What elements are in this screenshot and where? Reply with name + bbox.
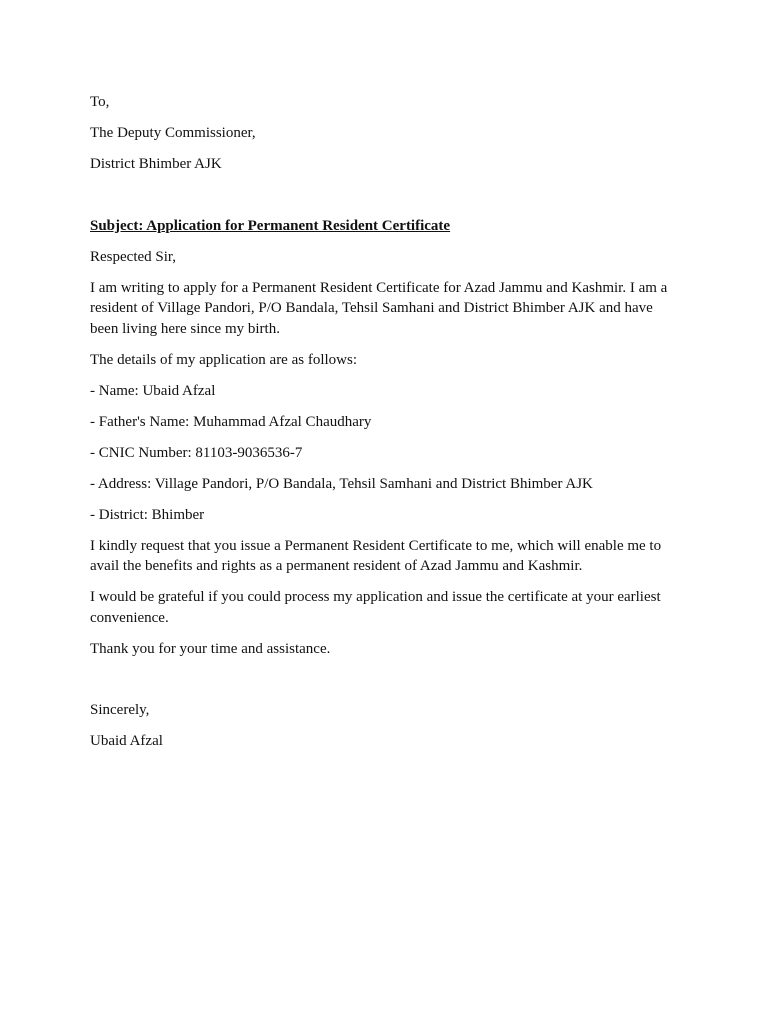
recipient-location: District Bhimber AJK	[90, 156, 222, 172]
closing: Sincerely,	[90, 702, 150, 718]
recipient-title: The Deputy Commissioner,	[90, 125, 256, 141]
letter-subject: Subject: Application for Permanent Resident Certificate	[90, 217, 451, 234]
letter-body	[90, 92, 680, 752]
signature-name: Ubaid Afzal	[90, 733, 163, 749]
detail-item-district: - District: Bhimber	[90, 506, 205, 523]
thanks-line: Thank you for your time and assistance.	[90, 640, 331, 657]
grateful-paragraph: I would be grateful if you could process my application and issue the certificate at your earliest convenience.	[90, 589, 661, 626]
details-intro: The details of my application are as follows:	[90, 351, 358, 368]
request-paragraph: I kindly request that you issue a Permanent Resident Certificate to me, which will enable me to avail the benefits and rights as a permanent resident of Azad Jammu and Kashmir.	[90, 537, 662, 574]
detail-item-name: - Name: Ubaid Afzal	[90, 382, 216, 399]
letter-to: To,	[90, 94, 110, 110]
detail-item-father-name: - Father's Name: Muhammad Afzal Chaudhary	[90, 413, 372, 430]
detail-item-address: - Address: Village Pandori, P/O Bandala, Tehsil Samhani and District Bhimber AJK	[90, 475, 593, 492]
intro-paragraph: I am writing to apply for a Permanent Resident Certificate for Azad Jammu and Kashmir. I am a resident of Village Pandori, P/O Bandala, Tehsil Samhani and District Bhimber AJK and have been living here since my birth.	[90, 279, 668, 337]
salutation: Respected Sir,	[90, 248, 177, 265]
detail-item-cnic: - CNIC Number: 81103-9036536-7	[90, 444, 303, 461]
